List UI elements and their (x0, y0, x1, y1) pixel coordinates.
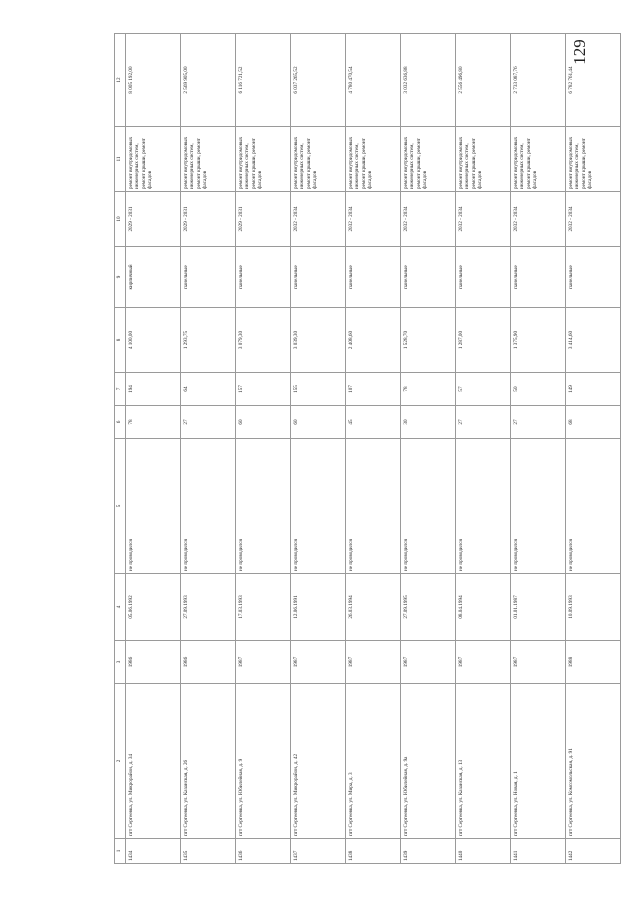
row-number: 1440 (456, 839, 511, 864)
total-area: 1 528,70 (401, 308, 456, 373)
house-address: пгт Сергеевка, ул. Мира, д. 3 (346, 684, 401, 839)
row-number: 1435 (181, 839, 236, 864)
table-row (291, 34, 346, 864)
total-area: 3 414,60 (566, 308, 621, 373)
house-address: пгт Сергеевка, ул. Микрорайон, д. 34 (126, 684, 181, 839)
table-row (401, 34, 456, 864)
total-area: 1 287,00 (456, 308, 511, 373)
wall-material: панельные (236, 247, 291, 308)
wall-material: панельные (566, 247, 621, 308)
row-number: 1436 (236, 839, 291, 864)
table-row (456, 34, 511, 864)
wall-material: панельные (291, 247, 346, 308)
privatization-date: 17.03.1993 (236, 574, 291, 641)
repair-cost: 6 116 721,52 (236, 34, 291, 127)
table-header-row (115, 34, 126, 864)
repair-cost: 2 569 905,00 (181, 34, 236, 127)
wall-material: панельные (401, 247, 456, 308)
privatization-date: 08.04.1994 (456, 574, 511, 641)
wall-material: панельные (346, 247, 401, 308)
privatization-date: 26.03.1994 (346, 574, 401, 641)
repair-status: не проводился (456, 439, 511, 574)
repair-status: не проводился (346, 439, 401, 574)
wall-material: кирпичный (126, 247, 181, 308)
repair-period: 2029 - 2031 (236, 192, 291, 247)
house-address: пгт Сергеевка, ул. Юбилейная, д. 9 (236, 684, 291, 839)
header-col-2: 2 (115, 684, 126, 839)
house-address: пгт Сергеевка, ул. Юбилейная, д. 9а (401, 684, 456, 839)
build-year: 1987 (346, 641, 401, 684)
col-6-value: 27 (511, 406, 566, 439)
col-7-value: 157 (236, 373, 291, 406)
capital-repair-table (114, 33, 621, 864)
repair-cost: 8 005 192,00 (126, 34, 181, 127)
wall-material: панельные (511, 247, 566, 308)
repair-works: ремонт внутридомовых инженерных систем, ремонт крыши, ремонт фасадов (126, 127, 181, 192)
repair-status: не проводился (181, 439, 236, 574)
col-7-value: 194 (126, 373, 181, 406)
table-row (511, 34, 566, 864)
wall-material: панельные (456, 247, 511, 308)
row-number: 1437 (291, 839, 346, 864)
col-6-value: 60 (236, 406, 291, 439)
privatization-date: 27.09.1993 (181, 574, 236, 641)
row-number: 1439 (401, 839, 456, 864)
repair-status: не проводился (291, 439, 346, 574)
build-year: 1986 (126, 641, 181, 684)
house-address: пгт Сергеевка, ул. Новая, д. 1 (511, 684, 566, 839)
col-7-value: 64 (181, 373, 236, 406)
privatization-date: 05.06.1992 (126, 574, 181, 641)
repair-works: ремонт внутридомовых инженерных систем, ремонт крыши, ремонт фасадов (566, 127, 621, 192)
col-7-value: 149 (566, 373, 621, 406)
wall-material: панельные (181, 247, 236, 308)
repair-period: 2029 - 2031 (181, 192, 236, 247)
repair-period: 2032 - 2034 (291, 192, 346, 247)
repair-cost: 2 733 087,76 (511, 34, 566, 127)
total-area: 4 100,00 (126, 308, 181, 373)
repair-works: ремонт внутридомовых инженерных систем, ремонт крыши, ремонт фасадов (511, 127, 566, 192)
row-number: 1442 (566, 839, 621, 864)
row-number: 1438 (346, 839, 401, 864)
capital-repair-table-wrapper (114, 66, 594, 864)
house-address: пгт Сергеевка, ул. Комсомольская, д. 91 (566, 684, 621, 839)
build-year: 1988 (566, 641, 621, 684)
col-6-value: 27 (456, 406, 511, 439)
repair-period: 2032 - 2034 (566, 192, 621, 247)
repair-period: 2032 - 2034 (346, 192, 401, 247)
build-year: 1987 (236, 641, 291, 684)
header-col-7: 7 (115, 373, 126, 406)
repair-period: 2032 - 2034 (456, 192, 511, 247)
row-number: 1441 (511, 839, 566, 864)
rotated-table-container (114, 66, 594, 864)
header-col-12: 12 (115, 34, 126, 127)
total-area: 3 079,30 (236, 308, 291, 373)
page-number: 129 (570, 39, 589, 65)
repair-works: ремонт внутридомовых инженерных систем, ремонт крыши, ремонт фасадов (401, 127, 456, 192)
col-7-value: 107 (346, 373, 401, 406)
repair-works: ремонт внутридомовых инженерных систем, ремонт крыши, ремонт фасадов (346, 127, 401, 192)
repair-status: не проводился (236, 439, 291, 574)
header-col-11: 11 (115, 127, 126, 192)
table-row (566, 34, 621, 864)
col-7-value: 50 (511, 373, 566, 406)
header-col-1: 1 (115, 839, 126, 864)
table-row (346, 34, 401, 864)
table-row (181, 34, 236, 864)
header-col-5: 5 (115, 439, 126, 574)
repair-period: 2029 - 2031 (126, 192, 181, 247)
col-7-value: 78 (401, 373, 456, 406)
build-year: 1987 (511, 641, 566, 684)
repair-status: не проводился (401, 439, 456, 574)
col-6-value: 60 (291, 406, 346, 439)
privatization-date: 27.09.1995 (401, 574, 456, 641)
privatization-date: 10.09.1993 (566, 574, 621, 641)
total-area: 2 408,60 (346, 308, 401, 373)
table-row (236, 34, 291, 864)
header-col-9: 9 (115, 247, 126, 308)
privatization-date: 12.06.1991 (291, 574, 346, 641)
repair-works: ремонт внутридомовых инженерных систем, ремонт крыши, ремонт фасадов (236, 127, 291, 192)
repair-cost: 2 556 496,80 (456, 34, 511, 127)
repair-cost: 6 782 761,44 (566, 34, 621, 127)
total-area: 1 375,90 (511, 308, 566, 373)
repair-works: ремонт внутридомовых инженерных систем, ремонт крыши, ремонт фасадов (181, 127, 236, 192)
table-body (126, 34, 621, 864)
repair-cost: 4 780 470,54 (346, 34, 401, 127)
repair-status: не проводился (566, 439, 621, 574)
build-year: 1987 (291, 641, 346, 684)
row-number: 1434 (126, 839, 181, 864)
col-6-value: 78 (126, 406, 181, 439)
col-6-value: 27 (181, 406, 236, 439)
repair-period: 2032 - 2034 (401, 192, 456, 247)
col-7-value: 155 (291, 373, 346, 406)
privatization-date: 01.01.1987 (511, 574, 566, 641)
house-address: пгт Сергеевка, ул. Микрорайон, д. 42 (291, 684, 346, 839)
header-col-4: 4 (115, 574, 126, 641)
repair-cost: 3 032 636,88 (401, 34, 456, 127)
header-col-8: 8 (115, 308, 126, 373)
header-col-10: 10 (115, 192, 126, 247)
repair-works: ремонт внутридомовых инженерных систем, ремонт крыши, ремонт фасадов (456, 127, 511, 192)
repair-period: 2032 - 2034 (511, 192, 566, 247)
build-year: 1987 (401, 641, 456, 684)
total-area: 3 039,30 (291, 308, 346, 373)
repair-status: не проводился (126, 439, 181, 574)
header-col-6: 6 (115, 406, 126, 439)
col-6-value: 45 (346, 406, 401, 439)
col-6-value: 30 (401, 406, 456, 439)
repair-cost: 6 037 265,52 (291, 34, 346, 127)
house-address: пгт Сергеевка, ул. Казанская, д. 26 (181, 684, 236, 839)
repair-status: не проводился (511, 439, 566, 574)
col-7-value: 57 (456, 373, 511, 406)
total-area: 1 293,75 (181, 308, 236, 373)
table-row (126, 34, 181, 864)
repair-works: ремонт внутридомовых инженерных систем, ремонт крыши, ремонт фасадов (291, 127, 346, 192)
col-6-value: 68 (566, 406, 621, 439)
house-address: пгт Сергеевка, ул. Казанская, д. 13 (456, 684, 511, 839)
build-year: 1987 (456, 641, 511, 684)
header-col-3: 3 (115, 641, 126, 684)
build-year: 1986 (181, 641, 236, 684)
